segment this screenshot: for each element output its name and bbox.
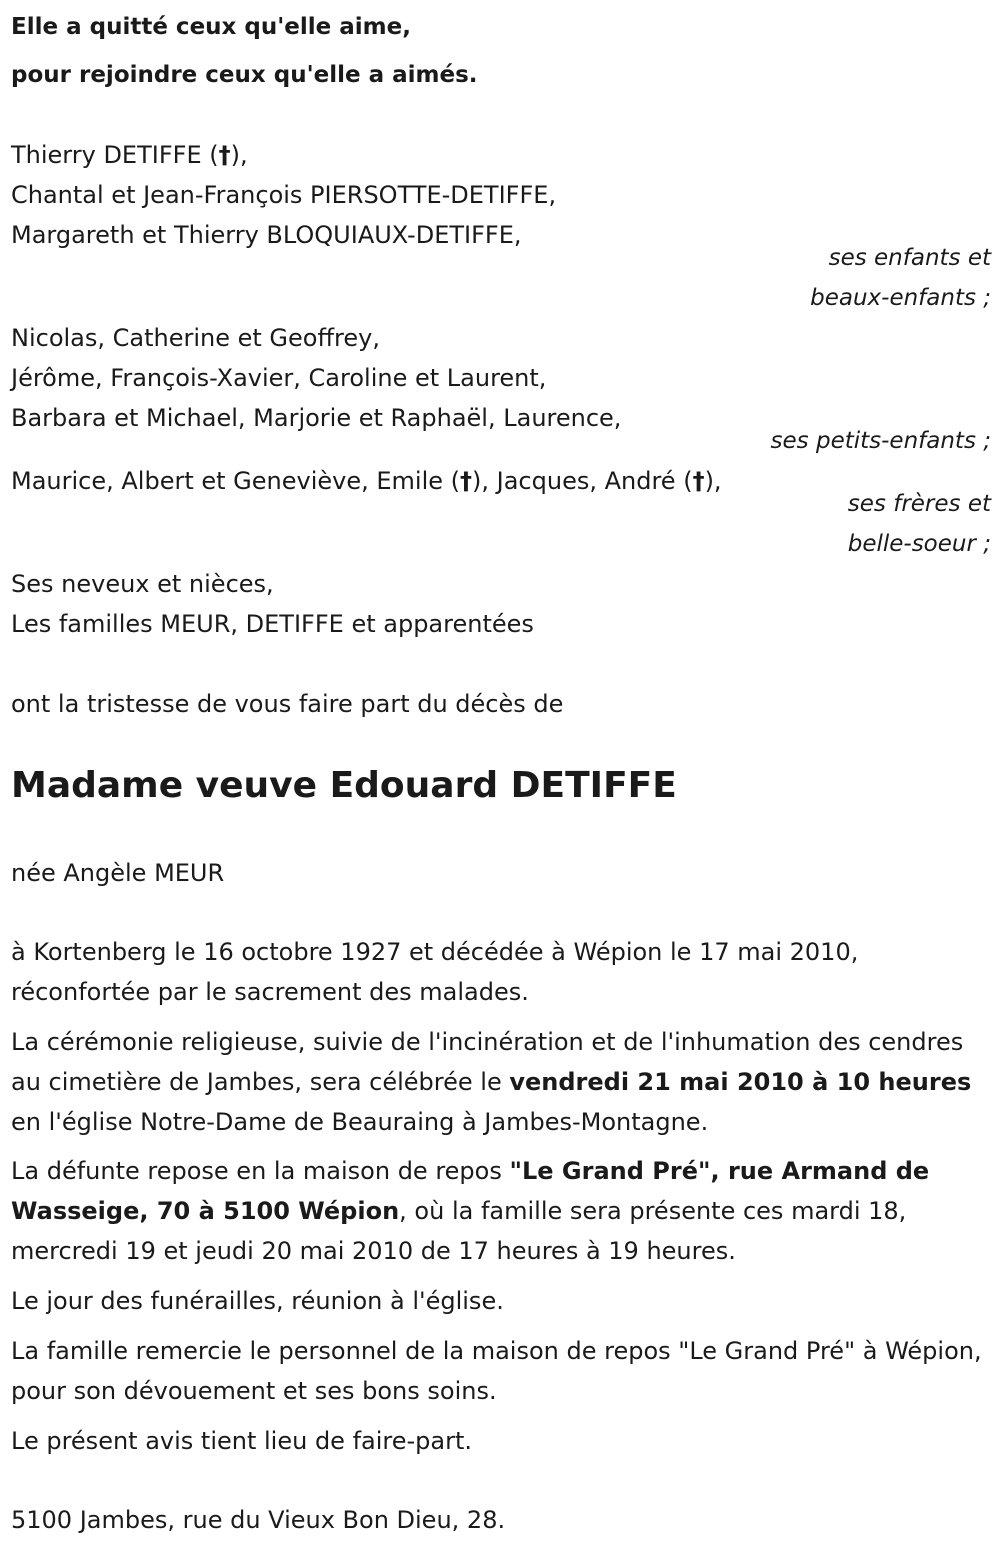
cross-icon: † bbox=[692, 467, 705, 495]
siblings-role-line-1: ses frères et bbox=[847, 491, 991, 517]
children-line-1-end: ), bbox=[230, 141, 248, 169]
children-line-1 bbox=[11, 140, 248, 170]
grandchildren-line-2: Jérôme, François-Xavier, Caroline et Laurent, bbox=[11, 364, 547, 392]
others-line-2: Les familles MEUR, DETIFFE et apparentées bbox=[11, 610, 534, 638]
rest-location: "Le Grand Pré", rue Armand de Wasseige, 70 à 5100 Wépion bbox=[11, 1157, 930, 1225]
others-line-1: Ses neveux et nièces, bbox=[11, 570, 274, 598]
grandchildren-line-3: Barbara et Michael, Marjorie et Raphaël, Laurence, bbox=[11, 404, 622, 432]
ceremony-date: vendredi 21 mai 2010 à 10 heures bbox=[509, 1068, 972, 1096]
ceremony-text-1: La cérémonie religieuse, suivie de l'incinération et de l'inhumation des cendres au cimetière de Jambes, sera célébrée le bbox=[11, 1028, 964, 1096]
siblings-part-2: ), Jacques, André ( bbox=[472, 467, 693, 495]
siblings-part-3: ), bbox=[704, 467, 722, 495]
ceremony-paragraph bbox=[11, 1022, 991, 1142]
announcement: ont la tristesse de vous faire part du décès de bbox=[11, 690, 564, 718]
deceased-name: Madame veuve Edouard DETIFFE bbox=[11, 765, 677, 806]
rest-text-2: , où la famille sera présente ces mardi 18, mercredi 19 et jeudi 20 mai 2010 de 17 heures à 19 heures. bbox=[11, 1197, 907, 1265]
epigraph-line-1: Elle a quitté ceux qu'elle aime, bbox=[11, 14, 411, 40]
rest-paragraph bbox=[11, 1151, 991, 1271]
funeral-day-paragraph: Le jour des funérailles, réunion à l'église. bbox=[11, 1287, 504, 1315]
cross-icon: † bbox=[218, 141, 231, 169]
epigraph-line-2: pour rejoindre ceux qu'elle a aimés. bbox=[11, 62, 478, 88]
siblings-line bbox=[11, 466, 722, 496]
notice-paragraph: Le présent avis tient lieu de faire-part. bbox=[11, 1427, 473, 1455]
address: 5100 Jambes, rue du Vieux Bon Dieu, 28. bbox=[11, 1506, 506, 1534]
ceremony-text-2: en l'église Notre-Dame de Beauraing à Jambes-Montagne. bbox=[11, 1108, 709, 1136]
grandchildren-line-1: Nicolas, Catherine et Geoffrey, bbox=[11, 324, 380, 352]
grandchildren-role: ses petits-enfants ; bbox=[770, 428, 991, 454]
children-line-2: Chantal et Jean-François PIERSOTTE-DETIFFE, bbox=[11, 181, 557, 209]
children-role-line-1: ses enfants et bbox=[828, 245, 991, 271]
children-line-1-name: Thierry DETIFFE ( bbox=[11, 141, 219, 169]
birth-death-paragraph: à Kortenberg le 16 octobre 1927 et décédée à Wépion le 17 mai 2010, réconfortée par le sacrement des malades. bbox=[11, 938, 859, 1006]
born-name: née Angèle MEUR bbox=[11, 859, 225, 887]
rest-text-1: La défunte repose en la maison de repos bbox=[11, 1157, 510, 1185]
siblings-role-line-2: belle-soeur ; bbox=[847, 531, 991, 557]
thanks-paragraph: La famille remercie le personnel de la maison de repos "Le Grand Pré" à Wépion, pour son dévouement et ses bons soins. bbox=[11, 1337, 982, 1405]
cross-icon: † bbox=[460, 467, 473, 495]
children-role-line-2: beaux-enfants ; bbox=[810, 285, 991, 311]
children-line-3: Margareth et Thierry BLOQUIAUX-DETIFFE, bbox=[11, 221, 522, 249]
siblings-part-1: Maurice, Albert et Geneviève, Emile ( bbox=[11, 467, 461, 495]
